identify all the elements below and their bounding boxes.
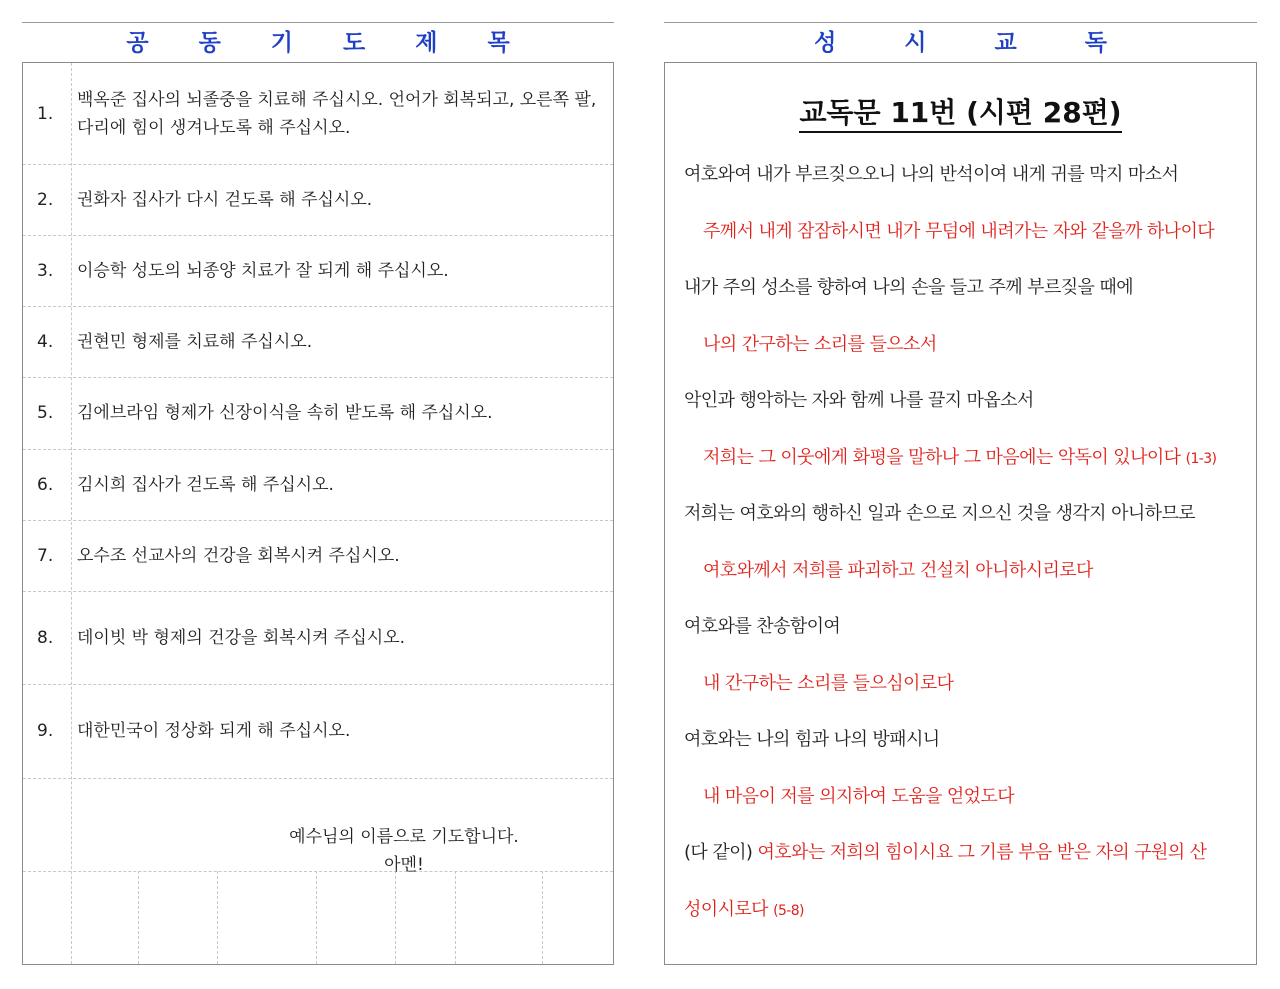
prayer-list-panel xyxy=(22,62,614,965)
response-text: 저희는 그 이웃에게 화평을 말하나 그 마음에는 악독이 있나이다 xyxy=(703,447,1181,468)
prayer-heading xyxy=(22,24,614,56)
leader-line: 여호와는 나의 힘과 나의 방패시니 xyxy=(684,729,940,750)
response-line: 주께서 내게 잠잠하시면 내가 무덤에 내려가는 자와 같을까 하나이다 xyxy=(703,221,1215,242)
unison-text: 성이시로다 xyxy=(684,899,768,920)
prayer-item xyxy=(23,63,613,164)
prayer-item xyxy=(23,235,613,306)
prayer-item xyxy=(23,684,613,778)
prayer-number: 7. xyxy=(37,545,54,566)
prayer-text: 오수조 선교사의 건강을 회복시켜 주십시오. xyxy=(77,545,400,566)
reading-heading xyxy=(664,24,1257,56)
prayer-item xyxy=(23,164,613,235)
prayer-text: 백옥준 집사의 뇌졸중을 치료해 주십시오. 언어가 회복되고, 오른쪽 팔, 다리에 힘이 생겨나도록 해 주십시오. xyxy=(77,89,597,138)
unison-label: (다 같이) xyxy=(684,842,753,863)
prayer-number: 5. xyxy=(37,403,54,423)
prayer-number: 4. xyxy=(37,331,54,352)
response-line: 나의 간구하는 소리를 들으소서 xyxy=(703,334,937,355)
prayer-item xyxy=(23,591,613,684)
left-top-rule xyxy=(22,22,614,23)
prayer-item xyxy=(23,449,613,520)
heading-char: 성 xyxy=(814,29,837,56)
right-top-rule xyxy=(664,22,1257,23)
grid-line xyxy=(217,871,218,964)
heading-char: 목 xyxy=(487,29,510,56)
response-line xyxy=(703,446,1216,471)
verse-reference: (1-3) xyxy=(1185,451,1217,467)
response-line: 내 마음이 저를 의지하여 도움을 얻었도다 xyxy=(703,786,1015,807)
responsive-reading-panel xyxy=(664,62,1257,965)
grid-line xyxy=(138,871,139,964)
prayer-text: 이승학 성도의 뇌종양 치료가 잘 되게 해 주십시오. xyxy=(77,260,449,281)
leader-line: 저희는 여호와의 행하신 일과 손으로 지으신 것을 생각지 아니하므로 xyxy=(684,503,1196,524)
prayer-number: 3. xyxy=(37,260,54,281)
unison-line xyxy=(684,841,1206,865)
prayer-text: 대한민국이 정상화 되게 해 주십시오. xyxy=(77,721,351,741)
prayer-text: 권현민 형제를 치료해 주십시오. xyxy=(77,331,313,352)
response-line: 내 간구하는 소리를 들으심이로다 xyxy=(703,673,954,694)
prayer-text: 김시희 집사가 걷도록 해 주십시오. xyxy=(77,474,334,495)
grid-line xyxy=(455,871,456,964)
grid-line xyxy=(395,871,396,964)
heading-char: 공 xyxy=(126,29,149,56)
prayer-text: 권화자 집사가 다시 걷도록 해 주십시오. xyxy=(77,189,373,210)
grid-line xyxy=(542,871,543,964)
grid-line xyxy=(23,778,613,779)
heading-char: 제 xyxy=(415,29,438,56)
leader-line: 악인과 행악하는 자와 함께 나를 끌지 마옵소서 xyxy=(684,390,1034,411)
prayer-item xyxy=(23,306,613,377)
grid-line xyxy=(316,871,317,964)
leader-line: 여호와여 내가 부르짖으오니 나의 반석이여 내게 귀를 막지 마소서 xyxy=(684,164,1179,185)
amen-line: 아멘! xyxy=(384,855,424,875)
closing-line: 예수님의 이름으로 기도합니다. xyxy=(289,827,519,847)
heading-char: 기 xyxy=(270,29,293,56)
unison-line xyxy=(684,898,804,923)
prayer-number: 9. xyxy=(37,721,54,741)
prayer-number: 8. xyxy=(37,627,54,648)
heading-char: 시 xyxy=(904,29,927,56)
prayer-text: 김에브라임 형제가 신장이식을 속히 받도록 해 주십시오. xyxy=(77,403,493,423)
heading-char: 도 xyxy=(343,29,366,56)
unison-text: 여호와는 저희의 힘이시요 그 기름 부음 받은 자의 구원의 산 xyxy=(757,842,1207,863)
prayer-text: 데이빗 박 형제의 건강을 회복시켜 주십시오. xyxy=(77,627,406,648)
heading-char: 교 xyxy=(994,29,1017,56)
heading-char: 독 xyxy=(1084,29,1107,56)
heading-char: 동 xyxy=(198,29,221,56)
prayer-number: 2. xyxy=(37,189,54,210)
prayer-item xyxy=(23,377,613,449)
closing-prayer xyxy=(23,823,615,879)
prayer-item xyxy=(23,520,613,591)
leader-line: 여호와를 찬송함이여 xyxy=(684,616,841,637)
prayer-number: 6. xyxy=(37,474,54,495)
prayer-number: 1. xyxy=(37,103,54,124)
leader-line: 내가 주의 성소를 향하여 나의 손을 들고 주께 부르짖을 때에 xyxy=(684,277,1134,298)
reading-title xyxy=(665,91,1256,131)
reading-title-text: 교독문 11번 (시편 28편) xyxy=(799,96,1121,133)
verse-reference: (5-8) xyxy=(773,903,804,919)
response-line: 여호와께서 저희를 파괴하고 건설치 아니하시리로다 xyxy=(703,560,1093,581)
